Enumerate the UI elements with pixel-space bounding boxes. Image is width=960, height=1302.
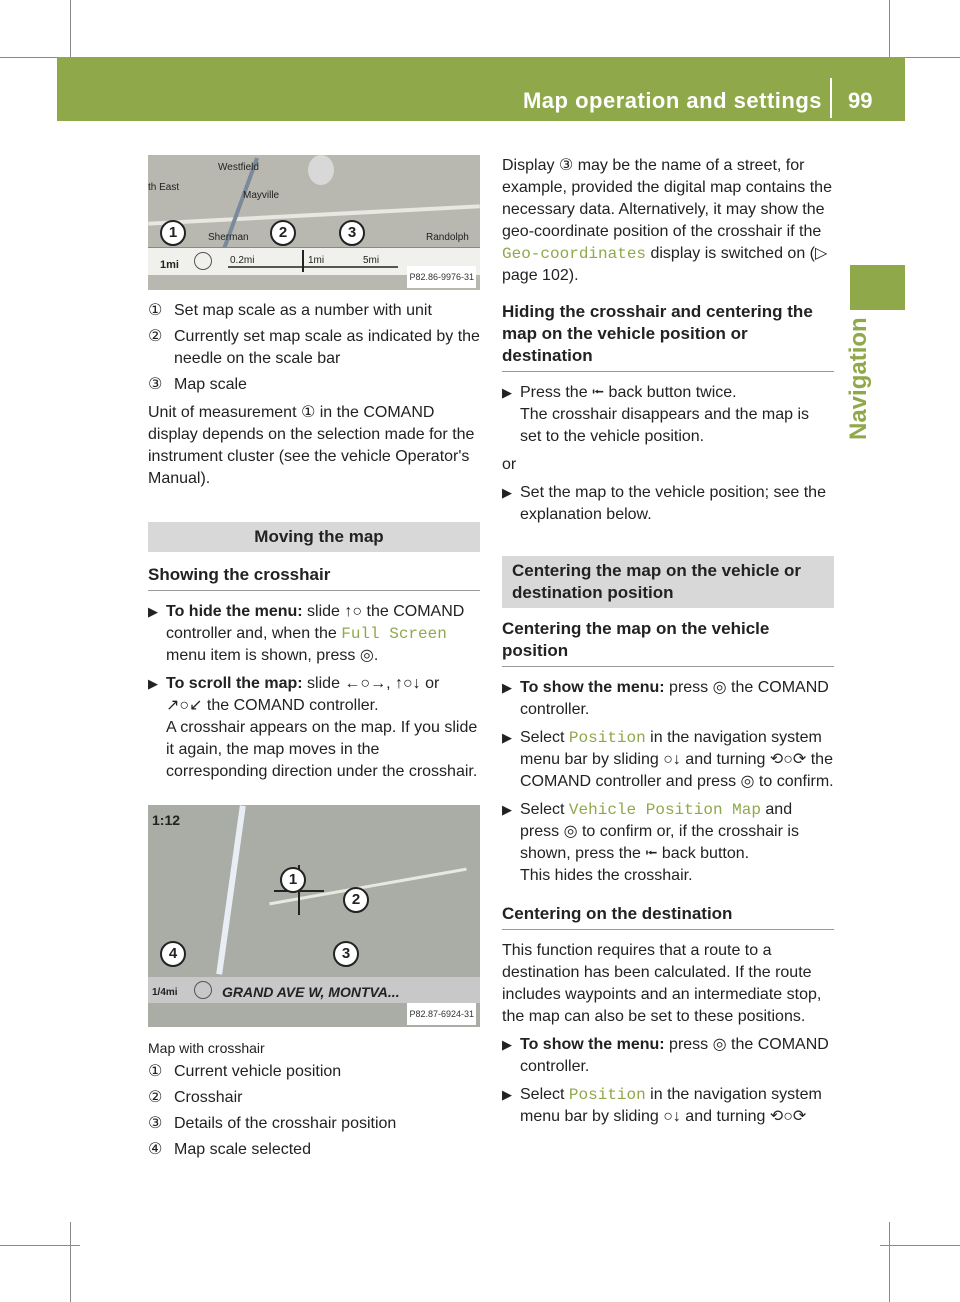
list-item: ▶ Select Vehicle Position Map and press ◎ to confirm or, if the crosshair is shown, press the ⭰ back button. This hides the crosshair. <box>502 799 834 887</box>
heading-hiding-crosshair: Hiding the crosshair and centering the map on the vehicle position or destination <box>502 301 834 372</box>
street-name: GRAND AVE W, MONTVA... <box>222 984 400 1000</box>
callout-2: 2 <box>343 887 369 913</box>
callout-3: 3 <box>339 220 365 246</box>
header-divider <box>830 78 832 118</box>
map-label-east: th East <box>148 182 180 193</box>
display-paragraph: Display ③ may be the name of a street, for example, provided the digital map contains the necessary data. Alternatively, it may show the geo-coordinate position of the crosshair if the Geo-coordinates display is switched on (▷ page 102). <box>502 157 832 284</box>
list-item: ▶ Select Position in the navigation system menu bar by sliding ○↓ and turning ⟲○⟳ the COMAND controller and press ◎ to confirm. <box>502 727 834 793</box>
compass-icon <box>308 155 334 185</box>
scale-ticks <box>228 266 398 268</box>
figure-code: P82.87-6924-31 <box>407 1003 476 1025</box>
figure-code: P82.86-9976-31 <box>407 266 476 288</box>
map-status-bar <box>148 977 480 1003</box>
side-tab <box>850 265 905 310</box>
section-moving-map: Moving the map <box>148 522 480 552</box>
heading-centering-destination: Centering on the destination <box>502 903 834 930</box>
right-column <box>502 155 834 1128</box>
map-highway <box>216 805 246 974</box>
current-scale: 1mi <box>160 259 179 271</box>
figure-caption: Map with crosshair <box>148 1040 265 1056</box>
scale-mark-1: 0.2mi <box>230 255 255 266</box>
list-item: ▶ To show the menu: press ◎ the COMAND controller. <box>502 677 834 721</box>
legend-2 <box>148 1061 480 1161</box>
list-item: ③ Map scale <box>148 376 247 393</box>
map-scale-selected: 1/4mi <box>152 987 178 998</box>
crosshair-map-figure <box>148 805 480 1027</box>
arrow-icon: ▶ <box>148 604 158 619</box>
list-item: ▶ Select Position in the navigation system menu bar by sliding ○↓ and turning ⟲○⟳ <box>502 1084 834 1128</box>
map-road <box>148 204 480 225</box>
callout-4: 4 <box>160 941 186 967</box>
map-label-sherman: Sherman <box>208 232 249 243</box>
map-label-randolph: Randolph <box>426 232 469 243</box>
destination-paragraph: This function requires that a route to a destination has been calculated. If the route includes waypoints and an intermediate stop, the map can also be set to these positions. <box>502 942 822 1025</box>
arrow-icon: ▶ <box>502 485 512 500</box>
heading-showing-crosshair: Showing the crosshair <box>148 564 480 591</box>
map-label-westfield: Westfield <box>218 162 259 173</box>
scale-mark-3: 5mi <box>363 255 380 266</box>
unit-paragraph: Unit of measurement ① in the COMAND display depends on the selection made for the instrument cluster (see the vehicle Operator's Manual). <box>148 404 475 487</box>
or-text: or <box>502 456 517 473</box>
list-item: ③ Details of the crosshair position <box>148 1115 397 1132</box>
arrow-icon: ▶ <box>502 385 512 400</box>
map-scale-figure <box>148 155 480 290</box>
list-item: ▶ To hide the menu: slide ↑○ the COMAND controller and, when the Full Screen menu item is shown, press ◎. <box>148 601 480 667</box>
crop-mark <box>880 1245 960 1246</box>
info-icon <box>194 981 212 999</box>
list-item: ▶ Press the ⭰ back button twice. The crosshair disappears and the map is set to the vehicle position. <box>502 382 834 448</box>
crop-mark <box>0 1245 80 1246</box>
callout-1: 1 <box>160 220 186 246</box>
list-item: ② Currently set map scale as indicated by the needle on the scale bar <box>148 328 480 367</box>
scale-mark-2: 1mi <box>308 255 325 266</box>
arrow-icon: ▶ <box>148 676 158 691</box>
side-label: Navigation <box>845 317 872 440</box>
arrow-icon: ▶ <box>502 1037 512 1052</box>
map-label-mayville: Mayville <box>243 190 280 201</box>
left-column <box>148 155 480 1165</box>
arrow-icon: ▶ <box>502 1087 512 1102</box>
scale-needle <box>302 250 304 272</box>
list-item: ① Set map scale as a number with unit <box>148 302 432 319</box>
list-item: ① Current vehicle position <box>148 1063 342 1080</box>
callout-2: 2 <box>270 220 296 246</box>
page-number: 99 <box>848 88 873 113</box>
info-icon <box>194 252 212 270</box>
list-item: ▶ Set the map to the vehicle position; see the explanation below. <box>502 482 834 526</box>
legend-1 <box>148 300 480 396</box>
map-time: 1:12 <box>152 812 181 828</box>
arrow-icon: ▶ <box>502 680 512 695</box>
arrow-icon: ▶ <box>502 802 512 817</box>
arrow-icon: ▶ <box>502 730 512 745</box>
callout-1: 1 <box>280 867 306 893</box>
callout-3: 3 <box>333 941 359 967</box>
crop-mark <box>889 1222 890 1302</box>
list-item: ▶ To show the menu: press ◎ the COMAND controller. <box>502 1034 834 1078</box>
header-title: Map operation and settings <box>522 88 822 113</box>
list-item: ② Crosshair <box>148 1089 243 1106</box>
list-item: ④ Map scale selected <box>148 1141 311 1158</box>
list-item: ▶ To scroll the map: slide ←○→, ↑○↓ or ↗○↙ the COMAND controller. A crosshair appears on the map. If you slide it again, the map moves in the corresponding direction under the crosshair. <box>148 673 480 783</box>
section-centering: Centering the map on the vehicle or destination position <box>502 556 834 608</box>
crop-mark <box>70 1222 71 1302</box>
heading-centering-vehicle: Centering the map on the vehicle position <box>502 618 834 667</box>
